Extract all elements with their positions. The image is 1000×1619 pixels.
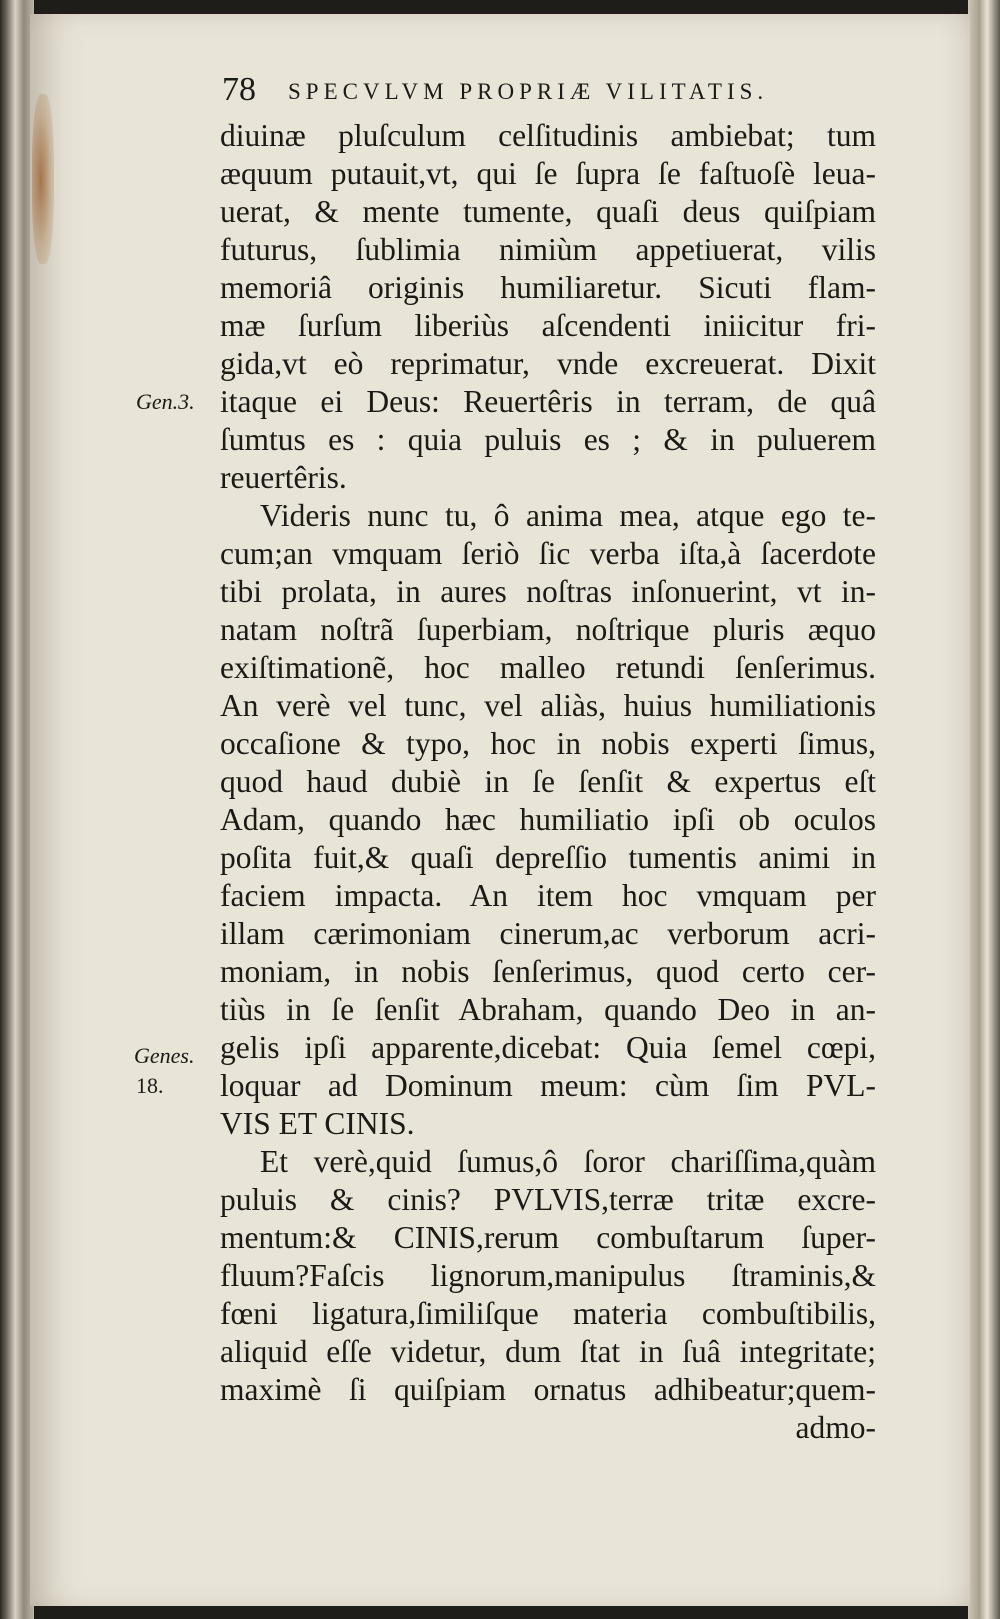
text-line: gida,vt eò reprimatur, vnde excreuerat. Dixit xyxy=(220,346,876,381)
text-line: puluis & cinis? PVLVIS,terræ tritæ excre- xyxy=(220,1182,876,1217)
text-line: Videris nunc tu, ô anima mea, atque ego te- xyxy=(260,498,876,533)
page-stain xyxy=(32,94,54,264)
text-line: tibi prolata, in aures noſtras inſonuerint, vt in- xyxy=(220,574,876,609)
marginal-note-18: 18. xyxy=(136,1073,164,1098)
text-line: poſita fuit,& quaſi depreſſio tumentis animi in xyxy=(220,840,876,875)
text-line: VIS ET CINIS. xyxy=(220,1106,415,1141)
text-line: mentum:& CINIS,rerum combuſtarum ſuper- xyxy=(220,1220,876,1255)
text-line: tiùs in ſe ſenſit Abraham, quando Deo in an- xyxy=(220,992,876,1027)
text-line: ſumtus es : quia puluis es ; & in puluerem xyxy=(220,422,876,457)
page-header xyxy=(222,70,862,110)
text-line: maximè ſi quiſpiam ornatus adhibeatur;quem- xyxy=(220,1372,876,1407)
text-line: gelis ipſi apparente,dicebat: Quia ſemel cœpi, xyxy=(220,1030,876,1065)
text-line: An verè vel tunc, vel aliàs, huius humiliationis xyxy=(220,688,876,723)
book-edge-left xyxy=(0,0,34,1619)
text-line: exiſtimationẽ, hoc malleo retundi ſenſerimus. xyxy=(220,650,876,685)
text-line: faciem impacta. An item hoc vmquam per xyxy=(220,878,876,913)
text-line: futurus, ſublimia nimiùm appetiuerat, vilis xyxy=(220,232,876,267)
text-line: illam cærimoniam cinerum,ac verborum acri- xyxy=(220,916,876,951)
marginal-note-genes: Genes. xyxy=(134,1043,195,1068)
text-line: occaſione & typo, hoc in nobis experti ſimus, xyxy=(220,726,876,761)
page-number: 78 xyxy=(222,71,256,108)
text-line: Adam, quando hæc humiliatio ipſi ob oculos xyxy=(220,802,876,837)
text-line: itaque ei Deus: Reuertêris in terram, de quâ xyxy=(220,384,876,419)
text-line: cum;an vmquam ſeriò ſic verba iſta,à ſacerdote xyxy=(220,536,876,571)
text-line: Et verè,quid ſumus,ô ſoror chariſſima,quàm xyxy=(260,1144,876,1179)
text-line: uerat, & mente tumente, quaſi deus quiſpiam xyxy=(220,194,876,229)
book-edge-right xyxy=(968,0,1000,1619)
text-line: quod haud dubiè in ſe ſenſit & expertus eſt xyxy=(220,764,876,799)
text-line: aliquid eſſe videtur, dum ſtat in ſuâ integritate; xyxy=(220,1334,876,1369)
text-line: fœni ligatura,ſimiliſque materia combuſtibilis, xyxy=(220,1296,876,1331)
text-line: fluum?Faſcis lignorum,manipulus ſtraminis,& xyxy=(220,1258,876,1293)
text-line: memoriâ originis humiliaretur. Sicuti flam- xyxy=(220,270,876,305)
text-line: reuertêris. xyxy=(220,460,347,495)
catchword: admo- xyxy=(795,1410,876,1445)
text-line: mæ ſurſum liberiùs aſcendenti iniicitur fri- xyxy=(220,308,876,343)
marginal-note-gen3: Gen.3. xyxy=(136,389,195,414)
text-line: diuinæ pluſculum celſitudinis ambiebat; tum xyxy=(220,118,876,153)
text-line: æquum putauit,vt, qui ſe ſupra ſe faſtuoſè leua- xyxy=(220,156,876,191)
body-text xyxy=(220,117,876,1447)
text-line: natam noſtrã ſuperbiam, noſtrique pluris æquo xyxy=(220,612,876,647)
running-title: SPECVLVM PROPRIÆ VILITATIS. xyxy=(288,79,769,104)
text-line: loquar ad Dominum meum: cùm ſim PVL- xyxy=(220,1068,876,1103)
text-line: moniam, in nobis ſenſerimus, quod certo cer- xyxy=(220,954,876,989)
